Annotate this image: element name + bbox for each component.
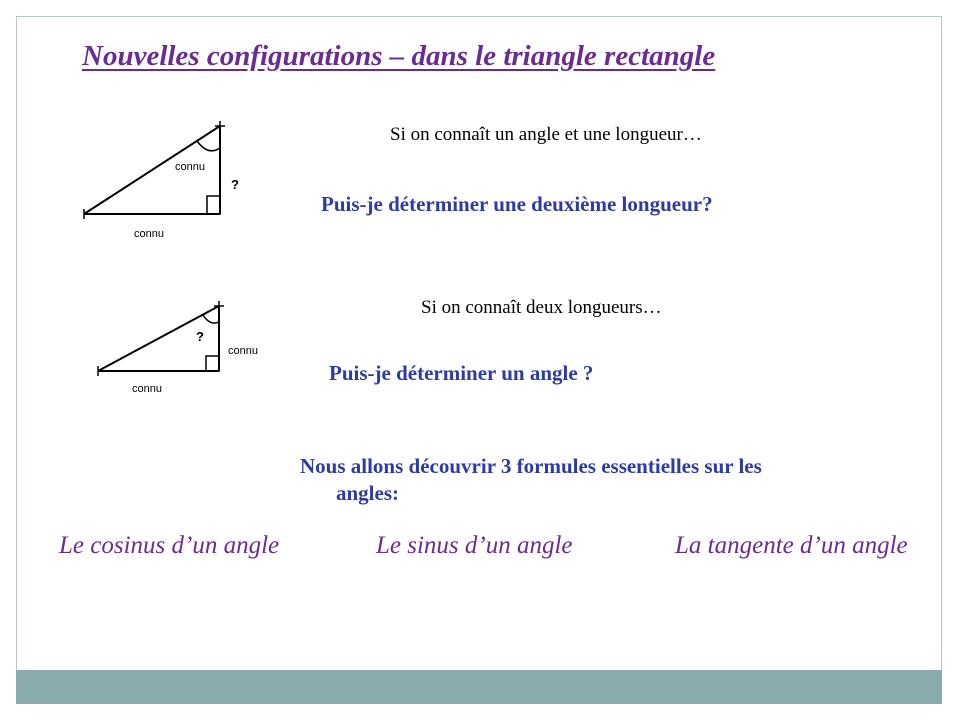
case1-prompt: Si on connaît un angle et une longueur…: [390, 124, 702, 145]
triangle1-base-label: connu: [134, 228, 164, 240]
case2-question: Puis-je déterminer un angle ?: [329, 361, 594, 385]
triangle1-unknown-label: ?: [231, 177, 239, 192]
triangle2-side-label: connu: [228, 345, 258, 357]
formulas-intro: [300, 453, 860, 507]
case1-question: Puis-je déterminer une deuxième longueur?: [321, 192, 713, 216]
case2-prompt: Si on connaît deux longueurs…: [421, 297, 662, 318]
footer-bar: [16, 670, 942, 704]
formula-cosinus: Le cosinus d’un angle: [59, 532, 280, 559]
triangle1-hypotenuse-label: connu: [175, 161, 205, 173]
formula-tangente: La tangente d’un angle: [675, 532, 908, 559]
triangle2-unknown-angle-label: ?: [196, 329, 204, 344]
formulas-intro-line1: Nous allons découvrir 3 formules essentielles sur les: [300, 454, 762, 478]
formula-sinus: Le sinus d’un angle: [376, 532, 573, 559]
formulas-intro-line2: angles:: [336, 481, 399, 505]
triangle2-base-label: connu: [132, 383, 162, 395]
slide-title: Nouvelles configurations – dans le triangle rectangle: [82, 40, 716, 72]
